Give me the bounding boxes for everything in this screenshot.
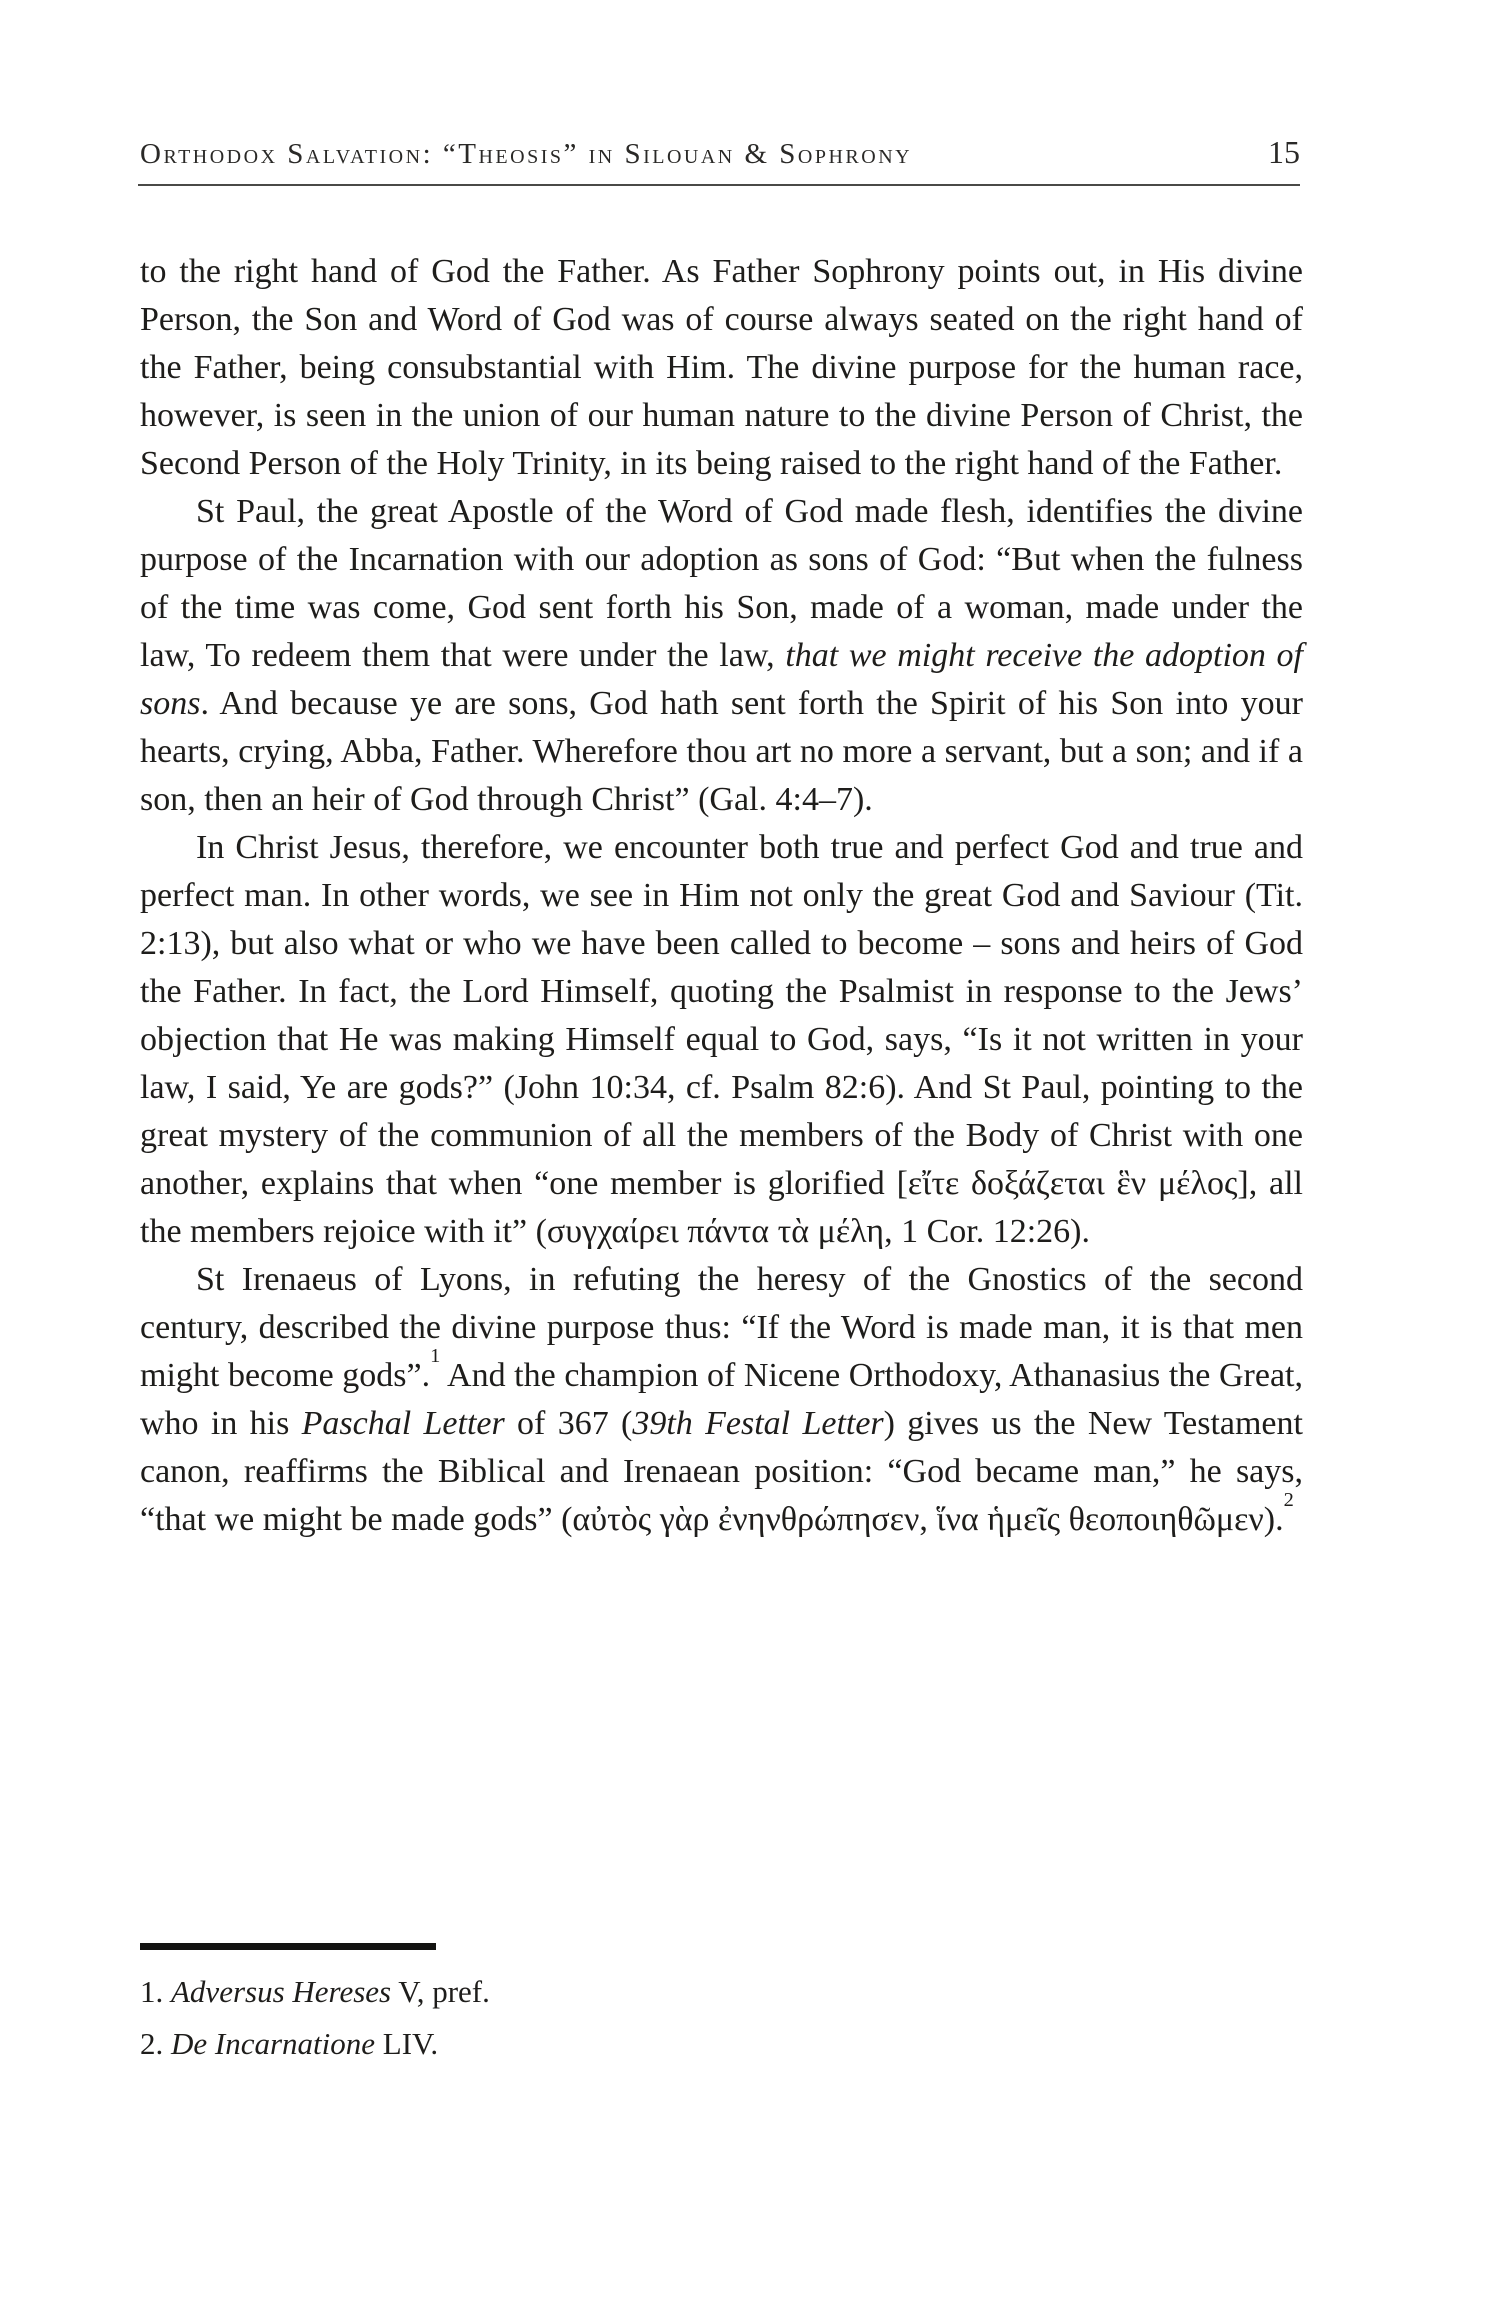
text-segment: of 367 ( xyxy=(504,1405,633,1442)
text-segment: 2. xyxy=(140,2026,171,2061)
text-segment: to the right hand of God the Father. As Father Sophrony points out, in His divine Person, the Son and Word of God was of course always seated on the right hand of the Father, being consubstantial with Him. The divine purpose for the human race, however, is seen in the union of our human nature to the divine Person of Christ, the Second Person of the Holy Trinity, in its being raised to the right hand of the Father. xyxy=(140,253,1303,482)
text-segment: Paschal Letter xyxy=(301,1405,505,1442)
body-text xyxy=(140,248,1303,1544)
footnote-line xyxy=(140,2018,1303,2070)
footnotes xyxy=(140,1966,1303,2070)
text-segment: ) gives us the New Testament canon, reaffirms the Biblical and Irenaean position: “God became man,” he says, “that we might be made gods” (αὐτὸς γὰρ ἐνηνθρώπησεν, ἵνα ἡμεῖς θεοποιηθῶμεν). xyxy=(140,1405,1303,1538)
footnote-line xyxy=(140,1966,1303,2018)
footnote-reference: 2 xyxy=(1283,1489,1294,1512)
paragraph xyxy=(140,1256,1303,1544)
text-segment: 39th Festal Letter xyxy=(632,1405,884,1442)
text-segment: V, pref. xyxy=(391,1974,490,2009)
header-rule xyxy=(138,184,1300,186)
text-segment: Adversus Hereses xyxy=(171,1974,392,2009)
text-segment: In Christ Jesus, therefore, we encounter both true and perfect God and true and perfect man. In other words, we see in Him not only the great God and Saviour (Tit. 2:13), but also what or who we have been called to become – sons and heirs of God the Father. In fact, the Lord Himself, quoting the Psalmist in response to the Jews’ objection that He was making Himself equal to God, says, “Is it not written in your law, I said, Ye are gods?” (John 10:34, cf. Psalm 82:6). And St Paul, pointing to the great mystery of the communion of all the members of the Body of Christ with one another, explains that when “one member is glorified [εἴτε δοξάζεται ἓν μέλος], all the members rejoice with it” (συγχαίρει πάντα τὰ μέλη, 1 Cor. 12:26). xyxy=(140,829,1303,1250)
text-segment: LIV. xyxy=(375,2026,439,2061)
text-segment: that we might receive the adoption of sons xyxy=(140,637,1303,722)
footnote-reference: 1 xyxy=(430,1345,441,1368)
text-segment: St Paul, the great Apostle of the Word of God made flesh, identifies the divine purpose of the Incarnation with our adoption as sons of God: “But when the fulness of the time was come, God sent forth his Son, made of a woman, made under the law, To redeem them that were under the law, xyxy=(140,493,1303,674)
footnote-separator xyxy=(140,1943,436,1950)
text-segment: St Irenaeus of Lyons, in refuting the heresy of the Gnostics of the second century, described the divine purpose thus: “If the Word is made man, it is that men might become gods”. xyxy=(140,1261,1303,1394)
text-segment: De Incarnatione xyxy=(171,2026,376,2061)
text-segment: And the champion of Nicene Orthodoxy, Athanasius the Great, who in his xyxy=(140,1357,1303,1442)
paragraph xyxy=(140,488,1303,824)
page-number: 15 xyxy=(1268,134,1300,170)
paragraph xyxy=(140,824,1303,1256)
text-segment: . And because ye are sons, God hath sent forth the Spirit of his Son into your hearts, crying, Abba, Father. Wherefore thou art no more a servant, but a son; and if a son, then an heir of God through Christ” (Gal. 4:4–7). xyxy=(140,685,1303,818)
text-segment: 1. xyxy=(140,1974,171,2009)
running-title: Orthodox Salvation: “Theosis” in Silouan & Sophrony xyxy=(140,138,913,170)
running-header xyxy=(140,134,1300,171)
paragraph xyxy=(140,248,1303,488)
